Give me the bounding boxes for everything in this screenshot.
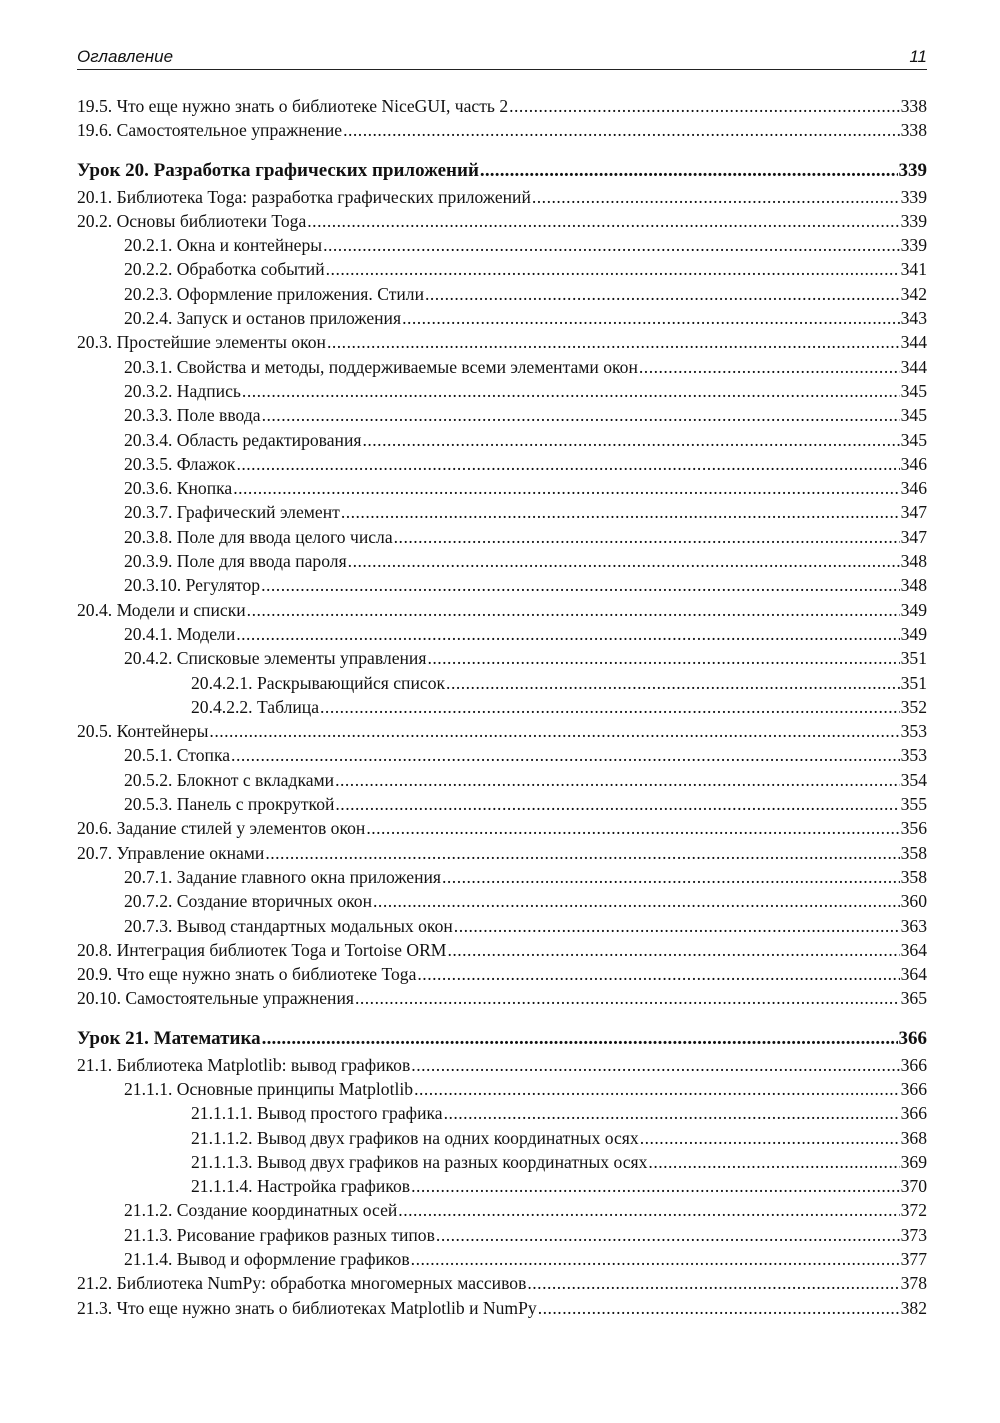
dot-leader xyxy=(366,816,899,840)
toc-entry-title: 20.5.1. Стопка xyxy=(124,745,231,766)
table-of-contents xyxy=(77,94,927,1320)
toc-entry-row[interactable] xyxy=(77,865,927,889)
dot-leader xyxy=(262,403,900,427)
dot-leader xyxy=(640,1126,900,1150)
header-page-number: 11 xyxy=(909,47,927,66)
toc-entry-row[interactable] xyxy=(77,768,927,792)
toc-entry-row[interactable] xyxy=(77,379,927,403)
toc-entry-title: 20.3.10. Регулятор xyxy=(124,575,261,596)
toc-lesson-row[interactable] xyxy=(77,1025,927,1053)
toc-page-number: 365 xyxy=(900,988,927,1009)
toc-entry-title: 20.3.9. Поле для ввода пароля xyxy=(124,551,347,572)
toc-entry-row[interactable] xyxy=(77,118,927,142)
toc-entry-title: 20.10. Самостоятельные упражнения xyxy=(77,988,354,1009)
toc-entry-title: 20.5.3. Панель с прокруткой xyxy=(124,794,335,815)
toc-entry-row[interactable] xyxy=(77,1271,927,1295)
toc-entry-title: 21.1.2. Создание координатных осей xyxy=(124,1200,398,1221)
dot-leader xyxy=(209,719,899,743)
toc-page-number: 372 xyxy=(900,1200,927,1221)
dot-leader xyxy=(247,598,900,622)
toc-page-number: 354 xyxy=(900,769,927,790)
toc-entry-title: 21.1.1.3. Вывод двух графиков на разных координатных осях xyxy=(191,1151,648,1172)
toc-entry-title: 20.3.3. Поле ввода xyxy=(124,405,261,426)
toc-entry-title: 20.3.6. Кнопка xyxy=(124,478,233,499)
toc-page-number: 351 xyxy=(900,648,927,669)
toc-entry-title: Урок 20. Разработка графических приложений xyxy=(77,159,479,181)
toc-entry-row[interactable] xyxy=(77,792,927,816)
dot-leader xyxy=(509,94,899,118)
toc-page-number: 351 xyxy=(900,672,927,693)
dot-leader xyxy=(446,671,900,695)
toc-page-number: 382 xyxy=(900,1297,927,1318)
toc-entry-row[interactable] xyxy=(77,403,927,427)
dot-leader xyxy=(427,646,899,670)
toc-entry-title: 20.2.3. Оформление приложения. Стили xyxy=(124,283,424,304)
dot-leader xyxy=(236,622,899,646)
toc-entry-title: 21.1.3. Рисование графиков разных типов xyxy=(124,1224,435,1245)
dot-leader xyxy=(442,865,900,889)
toc-entry-title: 20.2.1. Окна и контейнеры xyxy=(124,235,323,256)
book-page xyxy=(77,44,927,1320)
dot-leader xyxy=(335,792,899,816)
toc-entry-row[interactable] xyxy=(77,549,927,573)
toc-entry-row[interactable] xyxy=(77,1101,927,1125)
toc-entry-row[interactable] xyxy=(77,573,927,597)
toc-page-number: 363 xyxy=(900,915,927,936)
toc-page-number: 373 xyxy=(900,1224,927,1245)
dot-leader xyxy=(411,1247,900,1271)
toc-entry-row[interactable] xyxy=(77,719,927,743)
dot-leader xyxy=(323,233,900,257)
toc-entry-title: 20.5.2. Блокнот с вкладками xyxy=(124,769,335,790)
toc-page-number: 352 xyxy=(900,696,927,717)
dot-leader xyxy=(327,330,900,354)
dot-leader xyxy=(343,118,900,142)
toc-entry-row[interactable] xyxy=(77,282,927,306)
toc-page-number: 345 xyxy=(900,380,927,401)
toc-page-number: 366 xyxy=(900,1078,927,1099)
toc-entry-row[interactable] xyxy=(77,306,927,330)
toc-entry-row[interactable] xyxy=(77,1077,927,1101)
dot-leader xyxy=(411,1053,899,1077)
toc-entry-title: 21.1.1.4. Настройка графиков xyxy=(191,1176,411,1197)
dot-leader xyxy=(527,1271,899,1295)
toc-entry-title: Урок 21. Математика xyxy=(77,1027,261,1049)
toc-page-number: 339 xyxy=(898,159,927,181)
toc-entry-row[interactable] xyxy=(77,622,927,646)
dot-leader xyxy=(414,1077,900,1101)
toc-entry-title: 19.5. Что еще нужно знать о библиотеке NiceGUI, часть 2 xyxy=(77,96,509,116)
toc-entry-row[interactable] xyxy=(77,1223,927,1247)
toc-entry-title: 20.5. Контейнеры xyxy=(77,721,209,742)
dot-leader xyxy=(532,185,900,209)
dot-leader xyxy=(454,914,900,938)
header-title: Оглавление xyxy=(77,47,174,66)
dot-leader xyxy=(648,1150,899,1174)
dot-leader xyxy=(261,573,900,597)
toc-entry-row[interactable] xyxy=(77,743,927,767)
toc-entry-row[interactable] xyxy=(77,476,927,500)
dot-leader xyxy=(348,549,900,573)
toc-entry-row[interactable] xyxy=(77,1198,927,1222)
toc-entry-title: 20.4. Модели и списки xyxy=(77,599,246,620)
toc-page-number: 343 xyxy=(900,308,927,329)
toc-entry-title: 20.1. Библиотека Toga: разработка графических приложений xyxy=(77,186,531,207)
toc-entry-title: 20.7.1. Задание главного окна приложения xyxy=(124,866,441,887)
dot-leader xyxy=(362,428,899,452)
toc-entry-row[interactable] xyxy=(77,1150,927,1174)
toc-entry-row[interactable] xyxy=(77,500,927,524)
toc-entry-row[interactable] xyxy=(77,1296,927,1320)
toc-entry-title: 19.6. Самостоятельное упражнение xyxy=(77,120,343,141)
toc-page-number: 358 xyxy=(900,842,927,863)
toc-entry-title: 21.1. Библиотека Matplotlib: вывод графиков xyxy=(77,1054,411,1075)
toc-entry-title: 20.4.2. Списковые элементы управления xyxy=(124,648,427,669)
toc-entry-title: 21.1.4. Вывод и оформление графиков xyxy=(124,1249,410,1270)
toc-page-number: 346 xyxy=(900,453,927,474)
toc-page-number: 369 xyxy=(900,1151,927,1172)
toc-entry-title: 20.3.7. Графический элемент xyxy=(124,502,340,523)
toc-entry-row[interactable] xyxy=(77,841,927,865)
toc-entry-row[interactable] xyxy=(77,598,927,622)
dot-leader xyxy=(480,157,898,185)
toc-entry-title: 21.3. Что еще нужно знать о библиотеках Matplotlib и NumPy xyxy=(77,1297,537,1318)
dot-leader xyxy=(398,1198,899,1222)
dot-leader xyxy=(436,1223,900,1247)
toc-page-number: 348 xyxy=(900,575,927,596)
toc-entry-row[interactable] xyxy=(77,816,927,840)
toc-page-number: 368 xyxy=(900,1127,927,1148)
toc-entry-row[interactable] xyxy=(77,233,927,257)
dot-leader xyxy=(373,889,900,913)
toc-entry-title: 21.1.1. Основные принципы Matplotlib xyxy=(124,1078,414,1099)
toc-page-number: 370 xyxy=(900,1176,927,1197)
toc-entry-title: 20.3.5. Флажок xyxy=(124,453,236,474)
toc-page-number: 338 xyxy=(900,96,927,116)
toc-entry-row[interactable] xyxy=(77,914,927,938)
toc-page-number: 353 xyxy=(900,721,927,742)
toc-entry-title: 20.7. Управление окнами xyxy=(77,842,265,863)
dot-leader xyxy=(265,841,899,865)
toc-entry-row[interactable] xyxy=(77,938,927,962)
toc-entry-title: 21.1.1.2. Вывод двух графиков на одних координатных осях xyxy=(191,1127,639,1148)
dot-leader xyxy=(394,525,900,549)
toc-entry-row[interactable] xyxy=(77,355,927,379)
toc-entry-title: 20.7.3. Вывод стандартных модальных окон xyxy=(124,915,453,936)
toc-entry-title: 21.1.1.1. Вывод простого графика xyxy=(191,1103,443,1124)
dot-leader xyxy=(447,938,899,962)
toc-entry-title: 20.9. Что еще нужно знать о библиотеке Toga xyxy=(77,964,417,985)
toc-page-number: 377 xyxy=(900,1249,927,1270)
dot-leader xyxy=(341,500,900,524)
toc-page-number: 347 xyxy=(900,526,927,547)
dot-leader xyxy=(262,1025,898,1053)
toc-entry-title: 20.3.4. Область редактирования xyxy=(124,429,362,450)
dot-leader xyxy=(307,209,899,233)
toc-entry-title: 21.2. Библиотека NumPy: обработка многомерных массивов xyxy=(77,1273,527,1294)
toc-entry-row[interactable] xyxy=(77,257,927,281)
toc-entry-title: 20.4.2.1. Раскрывающийся список xyxy=(191,672,446,693)
toc-page-number: 344 xyxy=(900,332,927,353)
toc-entry-row[interactable] xyxy=(77,1174,927,1198)
toc-page-number: 345 xyxy=(900,405,927,426)
toc-entry-title: 20.3. Простейшие элементы окон xyxy=(77,332,326,353)
toc-page-number: 338 xyxy=(900,120,927,141)
toc-page-number: 366 xyxy=(900,1054,927,1075)
toc-page-number: 339 xyxy=(900,235,927,256)
toc-entry-title: 20.3.1. Свойства и методы, поддерживаемые всеми элементами окон xyxy=(124,356,638,377)
toc-page-number: 349 xyxy=(900,599,927,620)
dot-leader xyxy=(326,257,900,281)
toc-page-number: 356 xyxy=(900,818,927,839)
toc-page-number: 358 xyxy=(900,866,927,887)
dot-leader xyxy=(355,986,900,1010)
toc-entry-row[interactable] xyxy=(77,452,927,476)
dot-leader xyxy=(425,282,900,306)
dot-leader xyxy=(444,1101,900,1125)
dot-leader xyxy=(242,379,900,403)
toc-entry-row[interactable] xyxy=(77,525,927,549)
toc-page-number: 348 xyxy=(900,551,927,572)
toc-page-number: 360 xyxy=(900,891,927,912)
toc-page-number: 339 xyxy=(900,186,927,207)
toc-page-number: 347 xyxy=(900,502,927,523)
toc-page-number: 378 xyxy=(900,1273,927,1294)
running-header xyxy=(77,44,927,70)
toc-entry-title: 20.8. Интеграция библиотек Toga и Tortoise ORM xyxy=(77,939,447,960)
toc-entry-row[interactable] xyxy=(77,986,927,1010)
toc-entry-title: 20.7.2. Создание вторичных окон xyxy=(124,891,373,912)
toc-entry-row[interactable] xyxy=(77,1247,927,1271)
dot-leader xyxy=(335,768,900,792)
toc-entry-row[interactable] xyxy=(77,94,927,118)
dot-leader xyxy=(402,306,900,330)
toc-page-number: 364 xyxy=(900,939,927,960)
toc-entry-row[interactable] xyxy=(77,428,927,452)
dot-leader xyxy=(233,476,899,500)
toc-entry-row[interactable] xyxy=(77,889,927,913)
toc-entry-row[interactable] xyxy=(77,695,927,719)
toc-entry-row[interactable] xyxy=(77,962,927,986)
toc-page-number: 346 xyxy=(900,478,927,499)
toc-entry-title: 20.2.4. Запуск и останов приложения xyxy=(124,308,402,329)
toc-entry-title: 20.3.2. Надпись xyxy=(124,380,241,401)
toc-entry-title: 20.2. Основы библиотеки Toga xyxy=(77,210,307,231)
toc-entry-title: 20.4.1. Модели xyxy=(124,623,236,644)
dot-leader xyxy=(411,1174,900,1198)
dot-leader xyxy=(538,1296,900,1320)
toc-entry-title: 20.4.2.2. Таблица xyxy=(191,696,320,717)
toc-entry-row[interactable] xyxy=(77,209,927,233)
dot-leader xyxy=(320,695,900,719)
toc-page-number: 339 xyxy=(900,210,927,231)
toc-page-number: 353 xyxy=(900,745,927,766)
toc-entry-title: 20.2.2. Обработка событий xyxy=(124,259,325,280)
toc-page-number: 345 xyxy=(900,429,927,450)
dot-leader xyxy=(236,452,899,476)
toc-entry-title: 20.3.8. Поле для ввода целого числа xyxy=(124,526,393,547)
dot-leader xyxy=(231,743,900,767)
toc-entry-row[interactable] xyxy=(77,1053,927,1077)
toc-entry-title: 20.6. Задание стилей у элементов окон xyxy=(77,818,366,839)
toc-page-number: 344 xyxy=(900,356,927,377)
toc-entry-row[interactable] xyxy=(77,185,927,209)
toc-entry-row[interactable] xyxy=(77,646,927,670)
toc-page-number: 349 xyxy=(900,623,927,644)
toc-page-number: 355 xyxy=(900,794,927,815)
toc-entry-row[interactable] xyxy=(77,330,927,354)
toc-entry-row[interactable] xyxy=(77,671,927,695)
dot-leader xyxy=(639,355,900,379)
toc-page-number: 366 xyxy=(898,1027,927,1049)
toc-entry-row[interactable] xyxy=(77,1126,927,1150)
dot-leader xyxy=(417,962,899,986)
toc-page-number: 366 xyxy=(900,1103,927,1124)
toc-lesson-row[interactable] xyxy=(77,157,927,185)
toc-page-number: 341 xyxy=(900,259,927,280)
toc-page-number: 364 xyxy=(900,964,927,985)
toc-page-number: 342 xyxy=(900,283,927,304)
